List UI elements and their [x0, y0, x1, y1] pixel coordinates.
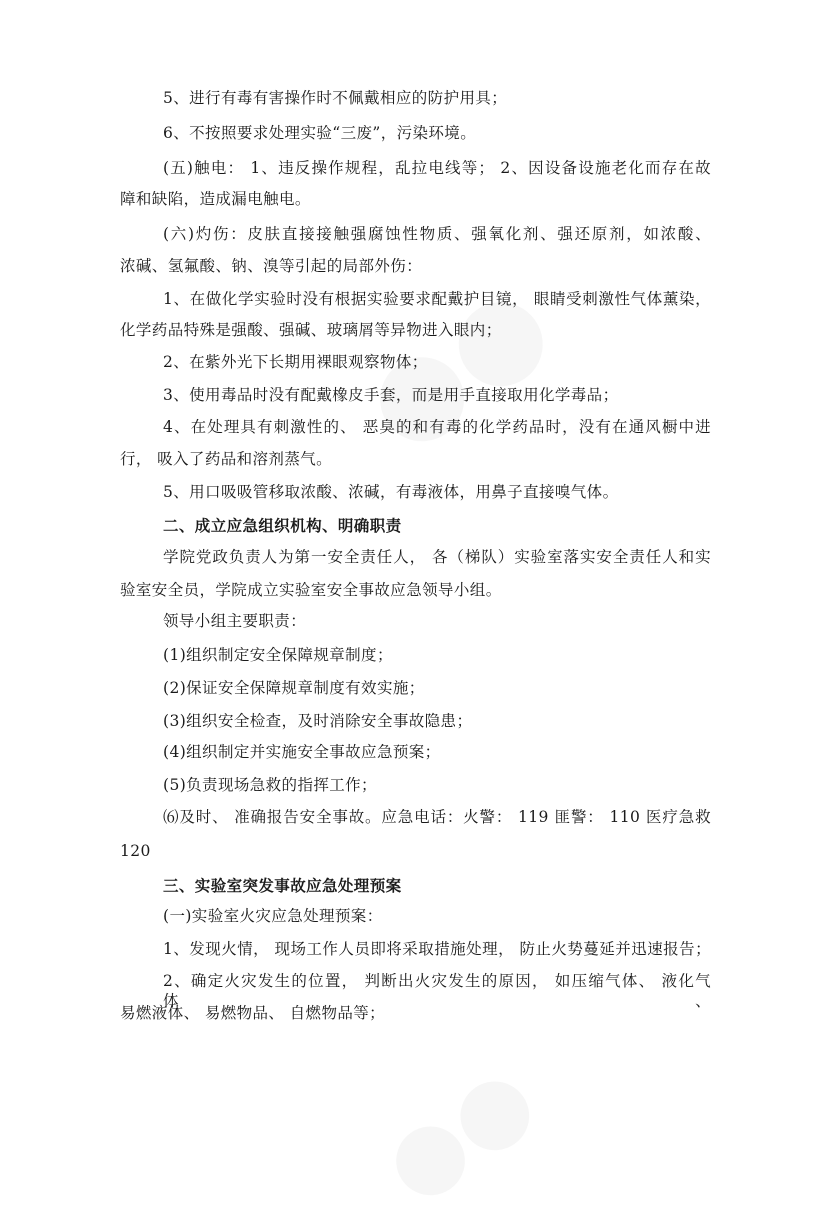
watermark — [364, 1044, 553, 1220]
text-line: 行， 吸入了药品和溶剂蒸气。 — [120, 450, 333, 468]
text-line: (1)组织制定安全保障规章制度； — [163, 646, 393, 664]
text-line: 3、使用毒品时没有配戴橡皮手套，而是用手直接取用化学毒品； — [163, 386, 619, 404]
text-line: (5)负责现场急救的指挥工作； — [163, 776, 377, 794]
section-heading: 三、实验室突发事故应急处理预案 — [163, 877, 402, 895]
text-line: ⑹及时、 准确报告安全事故。应急电话：火警： 119 匪警： 110 医疗急救 — [163, 808, 711, 826]
text-line: 领导小组主要职责： — [163, 612, 307, 630]
text-line: (一)实验室火灾应急处理预案： — [163, 907, 383, 925]
text-line: 易燃液体、 易燃物品、 自燃物品等； — [120, 1004, 386, 1022]
text-line: 2、在紫外光下长期用裸眼观察物体； — [163, 353, 428, 371]
text-line: (五)触电： 1、违反操作规程，乱拉电线等； 2、因设备设施老化而存在故 — [163, 159, 711, 177]
text-line: 4、在处理具有刺激性的、 恶臭的和有毒的化学药品时，没有在通风橱中进 — [163, 418, 711, 436]
section-heading: 二、成立应急组织机构、明确职责 — [163, 517, 402, 535]
text-line: 6、不按照要求处理实验“三废”，污染环境。 — [163, 124, 477, 142]
text-line: 1、发现火情， 现场工作人员即将采取措施处理， 防止火势蔓延并迅速报告； — [163, 940, 711, 958]
text-line: 2、确定火灾发生的位置， 判断出火灾发生的原因， 如压缩气体、 液化气体、 — [163, 972, 711, 1010]
text-line: 1、在做化学实验时没有根据实验要求配戴护目镜， 眼睛受刺激性气体薰染， — [163, 290, 711, 308]
text-line: 障和缺陷，造成漏电触电。 — [120, 190, 311, 208]
text-line: 浓碱、氢氟酸、钠、溴等引起的局部外伤： — [120, 257, 423, 275]
text-line: (六)灼伤：皮肤直接接触强腐蚀性物质、强氧化剂、强还原剂，如浓酸、 — [163, 225, 711, 243]
text-line: 验室安全员，学院成立实验室安全事故应急领导小组。 — [120, 581, 502, 599]
text-line: 化学药品特殊是强酸、强碱、玻璃屑等异物进入眼内； — [120, 321, 502, 339]
text-line: 5、进行有毒有害操作时不佩戴相应的防护用具； — [163, 89, 508, 107]
text-line: 120 — [120, 842, 151, 860]
text-line: (2)保证安全保障规章制度有效实施； — [163, 679, 425, 697]
text-line: 学院党政负责人为第一安全责任人， 各（梯队）实验室落实安全责任人和实 — [163, 548, 711, 566]
text-line: 5、用口吸吸管移取浓酸、浓碱，有毒液体，用鼻子直接嗅气体。 — [163, 483, 619, 501]
text-line: (4)组织制定并实施安全事故应急预案； — [163, 743, 441, 761]
text-line: (3)组织安全检查，及时消除安全事故隐患； — [163, 712, 473, 730]
